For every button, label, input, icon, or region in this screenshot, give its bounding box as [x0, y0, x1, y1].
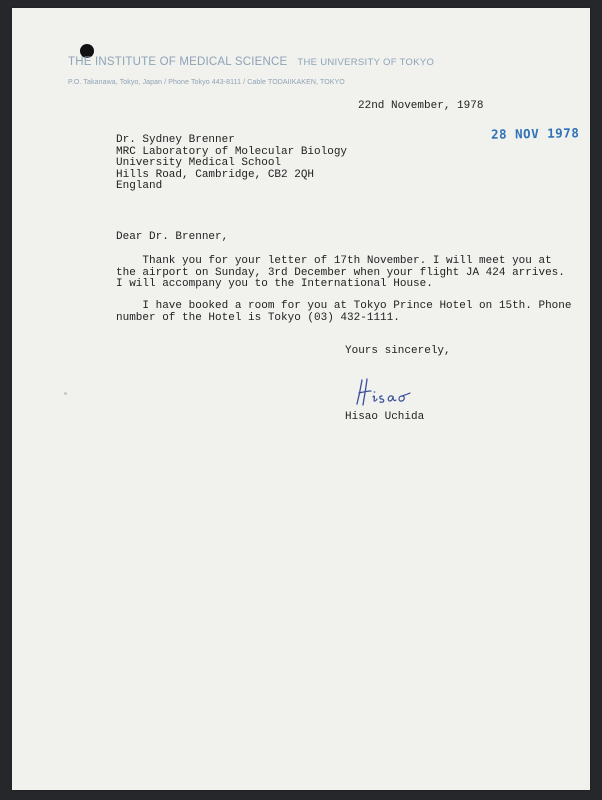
paragraph-line: Thank you for your letter of 17th November. I will meet you at [116, 255, 552, 267]
university-name: THE UNIVERSITY OF TOKYO [297, 57, 435, 68]
institute-name: THE INSTITUTE OF MEDICAL SCIENCE [68, 56, 288, 68]
body-paragraph-1 [116, 256, 565, 291]
address-line: University Medical School [116, 157, 282, 169]
received-date-stamp: 28 NOV 1978 [490, 125, 580, 142]
closing: Yours sincerely, [345, 345, 451, 357]
paragraph-line: I will accompany you to the International House. [116, 278, 433, 290]
address-line: England [116, 180, 163, 192]
signer-name: Hisao Uchida [345, 411, 425, 423]
letter-page [12, 8, 590, 790]
letterhead [68, 56, 434, 86]
letterhead-title [68, 56, 434, 68]
paragraph-line: the airport on Sunday, 3rd December when your flight JA 424 arrives. [116, 266, 565, 279]
paragraph-line: number of the Hotel is Tokyo (03) 432-1111. [116, 311, 400, 324]
address-line: Dr. Sydney Brenner [116, 134, 235, 146]
body-paragraph-2 [116, 301, 571, 324]
salutation: Dear Dr. Brenner, [116, 231, 229, 243]
recipient-address [116, 135, 347, 193]
letterhead-contact: P.O. Takanawa, Tokyo, Japan / Phone Tokyo 443-8111 / Cable TODAIIKAKEN, TOKYO [68, 79, 345, 86]
handwritten-signature [349, 376, 413, 408]
paragraph-line: I have booked a room for you at Tokyo Prince Hotel on 15th. Phone [116, 300, 572, 312]
address-line: MRC Laboratory of Molecular Biology [116, 145, 348, 158]
paper-speck [64, 392, 67, 395]
address-line: Hills Road, Cambridge, CB2 2QH [116, 168, 315, 181]
letter-date: 22nd November, 1978 [358, 100, 484, 112]
